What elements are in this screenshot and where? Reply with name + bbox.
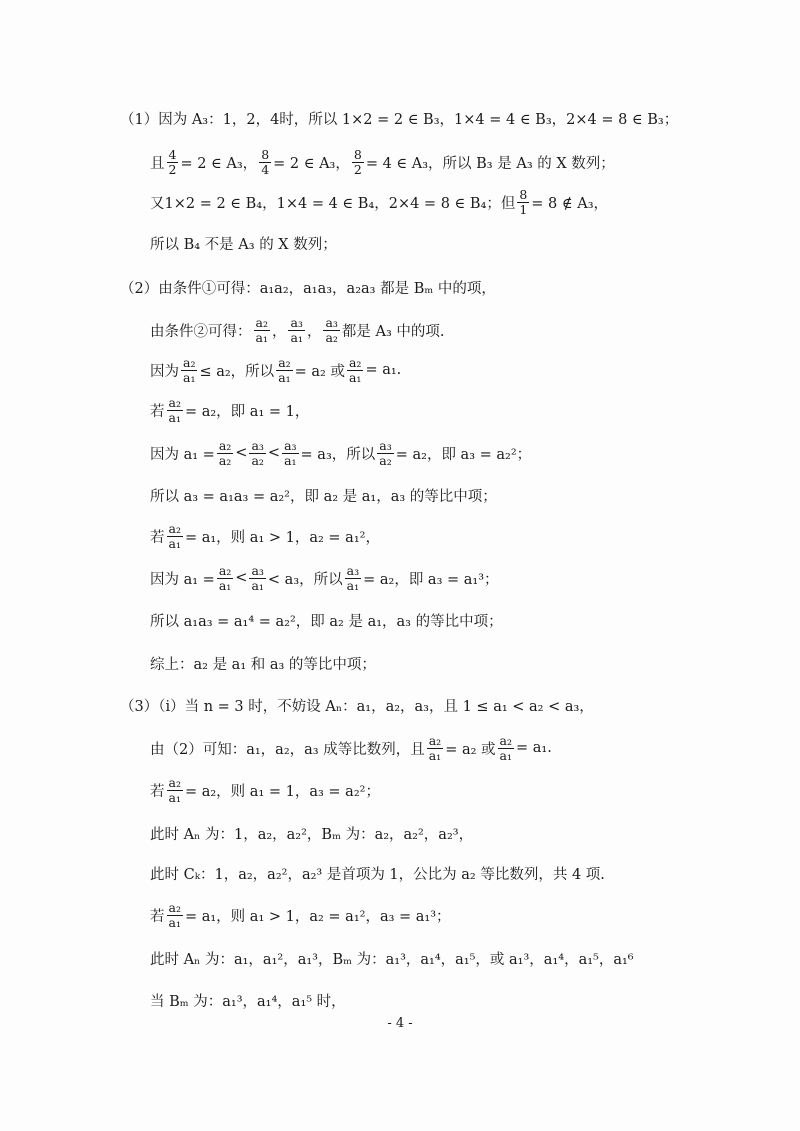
line-text: 若 [150,403,165,420]
denominator: a₁ [183,369,196,385]
line-text: （1）因为 A₃：1，2，4时，所以 1×2 = 2 ∈ B₃，1×4 = 4 ∈ B₃，2×4 = 8 ∈ B₃； [120,111,679,128]
denominator: a₁ [255,329,268,345]
line-text: 当 Bₘ 为：a₁³，a₁⁴，a₁⁵ 时， [150,993,346,1010]
solution-line [150,483,497,507]
line-text: 若 [150,529,165,546]
line-text: < [235,445,248,461]
denominator: 1 [519,201,528,217]
line-text: ， [271,323,287,340]
line-text: 因为 a₁ = [150,571,215,588]
solution-line [150,395,310,425]
fraction [498,734,514,761]
numerator: a₂ [168,395,181,411]
line-text: 若 [150,908,165,925]
denominator: a₂ [379,452,392,468]
line-text: 由条件②可得： [150,323,252,340]
line-text: = 4 ∈ A₃，所以 B₃ 是 A₃ 的 X 数列； [365,155,615,172]
numerator: a₃ [325,315,338,331]
line-text: < [235,570,248,586]
denominator: a₂ [218,452,232,468]
solution-line [150,900,451,930]
fraction [167,522,183,549]
denominator: a₁ [499,747,512,763]
denominator: a₁ [428,747,442,763]
fraction [377,439,393,466]
numerator: a₃ [290,315,303,331]
fraction [167,901,183,928]
numerator: 8 [353,147,362,163]
line-text: = a₂，即 a₃ = a₂²； [395,446,532,463]
denominator: a₁ [278,369,291,385]
denominator: a₁ [290,329,303,345]
line-text: 所以 B₄ 不是 A₃ 的 X 数列； [150,236,337,253]
line-text: ≤ a₂，所以 [199,363,275,380]
denominator: a₁ [346,577,360,593]
line-text: = a₂，则 a₁ = 1，a₃ = a₂²； [184,783,380,800]
numerator: a₂ [168,521,181,537]
line-text: = a₂，即 a₁ = 1， [184,403,310,420]
numerator: a₃ [379,438,392,454]
fraction [167,396,183,423]
fraction [288,316,304,343]
line-text: 都是 A₃ 中的项. [341,323,445,340]
numerator: 4 [168,147,177,163]
numerator: a₃ [284,438,297,454]
denominator: a₁ [251,577,264,593]
numerator: 8 [519,187,528,203]
line-text: 综上：a₂ 是 a₁ 和 a₃ 的等比中项； [150,656,376,673]
line-text: = 2 ∈ A₃， [273,155,350,172]
line-text: 所以 a₃ = a₁a₃ = a₂²，即 a₂ 是 a₁，a₃ 的等比中项； [150,488,497,505]
numerator: a₃ [346,563,360,579]
numerator: a₂ [428,733,442,749]
solution-line [150,775,380,805]
line-text: = a₁，则 a₁ > 1，a₂ = a₁²， [184,529,380,546]
line-text: 若 [150,783,165,800]
line-text: 由（2）可知：a₁，a₂，a₃ 成等比数列，且 [150,741,425,758]
fraction [282,439,298,466]
line-text: = a₂ 或 [294,363,345,380]
solution-line [150,355,402,385]
fraction [259,148,271,175]
numerator: a₂ [183,355,196,371]
numerator: a₃ [251,563,264,579]
line-text: = a₂，即 a₃ = a₁³； [363,571,499,588]
solution-line [120,275,496,299]
line-text: = a₂ 或 [445,741,496,758]
line-text: = a₁. [515,740,552,756]
denominator: a₁ [284,452,297,468]
line-text: 此时 Cₖ：1，a₂，a₂²，a₂³ 是首项为 1，公比为 a₂ 等比数列，共 4 项. [150,866,605,883]
line-text: < [267,445,281,461]
solution-line [150,651,376,675]
numerator: 8 [261,147,270,163]
solution-line [150,861,605,885]
solution-line [150,733,552,763]
numerator: a₂ [168,900,181,916]
denominator: a₂ [251,452,264,468]
solution-line [120,693,594,717]
fraction [249,564,265,591]
denominator: 2 [168,161,177,177]
numerator: a₂ [278,355,291,371]
denominator: a₁ [348,369,362,385]
denominator: a₁ [168,789,181,805]
denominator: a₁ [168,409,181,425]
numerator: a₂ [255,315,268,331]
line-text: 且 [150,155,165,172]
fraction [347,356,363,383]
denominator: 2 [353,161,362,177]
numerator: a₃ [251,438,264,454]
line-text: = a₁，则 a₁ > 1，a₂ = a₁²，a₃ = a₁³； [184,908,451,925]
solution-line [150,521,380,551]
denominator: 4 [261,161,270,177]
numerator: a₂ [499,733,512,749]
line-text: （3）（i）当 n = 3 时，不妨设 Aₙ：a₁，a₂，a₃，且 1 ≤ a₁ < a₂ < a₃， [120,698,594,715]
line-text: = 2 ∈ A₃， [180,155,258,172]
fraction [323,316,339,343]
solution-line [150,988,346,1012]
solution-line [150,563,499,593]
denominator: a₁ [218,577,232,593]
fraction [345,564,361,591]
fraction [249,439,265,466]
denominator: a₂ [325,329,338,345]
line-text: 因为 a₁ = [150,446,215,463]
line-text: ， [306,323,322,340]
line-text: 又1×2 = 2 ∈ B₄，1×4 = 4 ∈ B₄，2×4 = 8 ∈ B₄；但 [150,195,516,212]
numerator: a₂ [218,438,232,454]
numerator: a₂ [168,775,181,791]
line-text: （2）由条件①可得：a₁a₂，a₁a₃，a₂a₃ 都是 Bₘ 中的项， [120,280,496,297]
solution-line [150,187,609,217]
solution-line [150,315,445,345]
solution-line [150,438,532,468]
line-text: 所以 a₁a₃ = a₁⁴ = a₂²，即 a₂ 是 a₁，a₃ 的等比中项； [150,613,503,630]
page-number: - 4 - [387,1016,413,1031]
line-text: 此时 Aₙ 为：a₁，a₁²，a₁³，Bₘ 为：a₁³，a₁⁴，a₁⁵，或 a₁³，a₁⁴，a₁⁵，a₁⁶ [150,951,634,968]
solution-line [150,821,473,845]
solution-line [150,946,634,970]
line-text: = a₁. [365,362,402,378]
fraction [517,188,529,215]
solution-line [150,608,503,632]
fraction [181,356,197,383]
fraction [217,439,233,466]
line-text: 此时 Aₙ 为：1，a₂，a₂²，Bₘ 为：a₂，a₂²，a₂³， [150,826,474,843]
solution-line [150,147,615,177]
numerator: a₂ [218,563,232,579]
line-text: = a₃，所以 [300,446,376,463]
fraction [167,148,179,175]
denominator: a₁ [168,914,181,930]
fraction [352,148,364,175]
numerator: a₂ [348,355,362,371]
line-text: 因为 [150,363,179,380]
fraction [167,776,183,803]
solution-line [120,106,678,130]
fraction [254,316,270,343]
solution-line [150,231,337,255]
fraction [427,734,443,761]
fraction [276,356,292,383]
line-text: < a₃，所以 [267,571,343,588]
denominator: a₁ [168,535,181,551]
line-text: = 8 ∉ A₃， [531,195,609,212]
fraction [217,564,233,591]
